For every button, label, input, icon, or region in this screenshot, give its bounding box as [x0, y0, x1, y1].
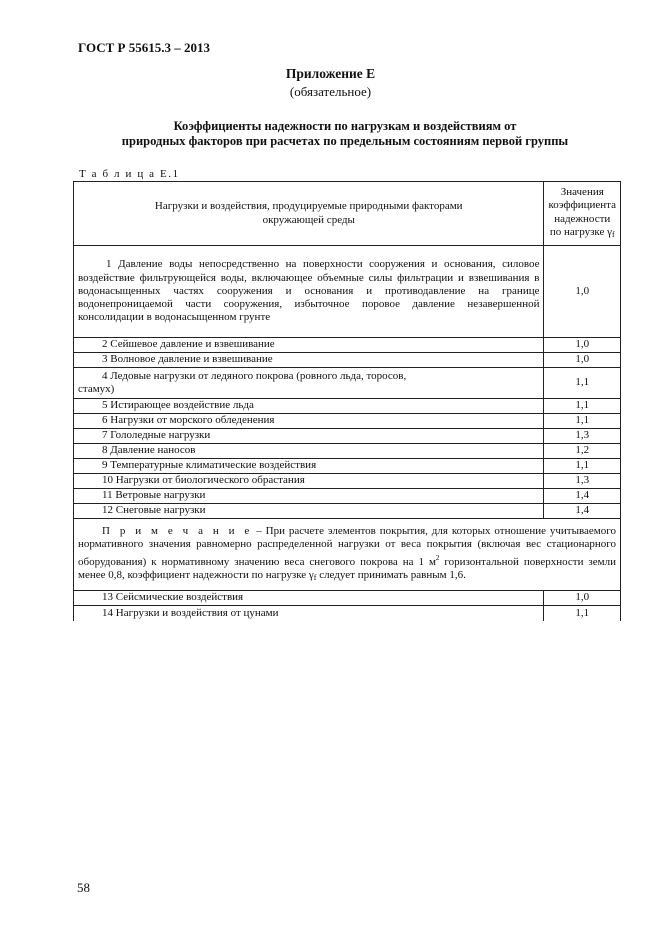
row-value: 1,1 [544, 606, 621, 621]
row-value: 1,0 [544, 353, 621, 368]
row-label: 8 Давление наносов [74, 444, 544, 459]
table-row [74, 444, 621, 459]
note-text-a: – При расчете элементов покрытия, для которых отношение учитываемого нормативного значения равномерно распределенной нагрузки от веса покрытия (включая вес стационарного оборудования) к нормативному значению веса снегового покрова на 1 м [78, 525, 617, 568]
row-value: 1,3 [544, 429, 621, 444]
table-label: Т а б л и ц а Е.1 [79, 168, 180, 180]
table-header-row [74, 182, 621, 246]
row-label-text: 1 Давление воды непосредственно на поверхности сооружения и основания, силовое воздействие фильтрующейся воды, включающее объемные силы фильтрации и взвешивания в водонасыщенных частях сооружения и основания и противодавление на границе водонепроницаемой части сооружения, избыточное поровое давление незавершенной консолидации в водонасыщенном грунте [78, 258, 540, 324]
row-label: 14 Нагрузки и воздействия от цунами [74, 606, 544, 621]
row-label: 10 Нагрузки от биологического обрастания [74, 474, 544, 489]
table-row [74, 459, 621, 474]
page-number: 58 [77, 880, 90, 895]
header-coefficient-subscript: f [612, 229, 615, 239]
header-coefficient-column [544, 182, 621, 246]
row-value: 1,4 [544, 489, 621, 504]
row-value: 1,4 [544, 504, 621, 519]
document-title-line-1: Коэффициенты надежности по нагрузкам и воздействиям от [173, 119, 517, 133]
row-value: 1,3 [544, 474, 621, 489]
table-row [74, 474, 621, 489]
note-text-b: горизонтальной поверхности земли менее 0,8, коэффициент надежности по нагрузке γ [78, 555, 616, 581]
table-row [74, 353, 621, 368]
table-row [74, 368, 621, 399]
row-value: 1,1 [544, 459, 621, 474]
row-label: 5 Истирающее воздействие льда [74, 399, 544, 414]
table-note [74, 519, 621, 591]
row-label: 9 Температурные климатические воздействия [74, 459, 544, 474]
row-value: 1,2 [544, 444, 621, 459]
note-text-c: следует принимать равным 1,6. [316, 568, 466, 581]
table-row [74, 429, 621, 444]
row-label: 11 Ветровые нагрузки [74, 489, 544, 504]
header-loads-column: Нагрузки и воздействия, продуцируемые природными факторами окружающей среды [74, 182, 544, 246]
table-row [74, 591, 621, 606]
row-label-text: 4 Ледовые нагрузки от ледяного покрова (ровного льда, торосов, стамух) [78, 369, 407, 395]
row-label: 6 Нагрузки от морского обледенения [74, 414, 544, 429]
note-superscript: 2 [435, 553, 440, 562]
table-note-row [74, 519, 621, 591]
note-subscript: f [313, 572, 317, 582]
row-value: 1,0 [544, 246, 621, 338]
row-label: 13 Сейсмические воздействия [74, 591, 544, 606]
table-row [74, 399, 621, 414]
row-value: 1,0 [544, 591, 621, 606]
note-lead: П р и м е ч а н и е [102, 525, 253, 538]
document-title [70, 119, 620, 149]
row-label: 2 Сейшевое давление и взвешивание [74, 338, 544, 353]
table-row [74, 246, 621, 338]
table-row [74, 338, 621, 353]
table-row [74, 504, 621, 519]
row-label: 12 Снеговые нагрузки [74, 504, 544, 519]
table-row [74, 606, 621, 621]
row-label: 3 Волновое давление и взвешивание [74, 353, 544, 368]
row-value: 1,1 [544, 414, 621, 429]
header-coefficient-text: Значения коэффициента надежности по нагрузке γ [548, 186, 617, 238]
row-label [74, 246, 544, 338]
table-row [74, 489, 621, 504]
table-row [74, 414, 621, 429]
appendix-title: Приложение Е [285, 66, 376, 81]
row-label: 7 Гололедные нагрузки [74, 429, 544, 444]
coefficients-table [73, 181, 621, 621]
appendix-subtitle: (обязательное) [289, 84, 372, 99]
document-title-line-2: природных факторов при расчетах по предельным состояниям первой группы [121, 134, 569, 148]
row-label [74, 368, 544, 399]
row-value: 1,1 [544, 399, 621, 414]
row-value: 1,0 [544, 338, 621, 353]
row-value: 1,1 [544, 368, 621, 399]
document-code: ГОСТ Р 55615.3 – 2013 [78, 40, 210, 55]
